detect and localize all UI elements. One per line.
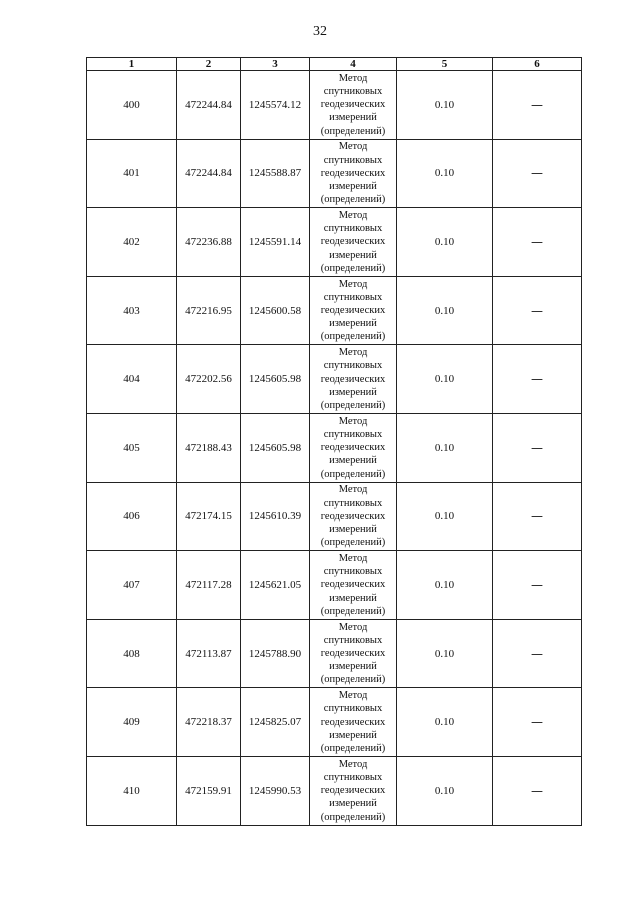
x-coordinate-cell: 472236.88 <box>177 208 241 277</box>
accuracy-cell: 0.10 <box>397 208 493 277</box>
accuracy-cell: 0.10 <box>397 551 493 620</box>
note-cell: — <box>493 482 582 551</box>
table-row <box>87 413 582 482</box>
method-line: спутниковых <box>323 154 383 166</box>
point-number-cell: 408 <box>87 619 177 688</box>
point-number-cell: 403 <box>87 276 177 345</box>
table-row <box>87 482 582 551</box>
accuracy-cell: 0.10 <box>397 71 493 140</box>
method-line: геодезических <box>320 373 386 385</box>
table-body <box>87 71 582 826</box>
method-line: геодезических <box>320 716 386 728</box>
note-cell: — <box>493 551 582 620</box>
method-line: спутниковых <box>323 428 383 440</box>
y-coordinate-cell: 1245825.07 <box>241 688 310 757</box>
method-line: геодезических <box>320 236 386 248</box>
point-number-cell: 407 <box>87 551 177 620</box>
note-cell: — <box>493 276 582 345</box>
method-line: Метод <box>338 209 368 221</box>
method-line: измерений <box>329 592 377 604</box>
method-line: спутниковых <box>323 223 383 235</box>
accuracy-cell: 0.10 <box>397 482 493 551</box>
method-line: спутниковых <box>323 291 383 303</box>
column-header-5: 5 <box>397 58 493 71</box>
accuracy-cell: 0.10 <box>397 688 493 757</box>
y-coordinate-cell: 1245990.53 <box>241 756 310 825</box>
table-row <box>87 756 582 825</box>
x-coordinate-cell: 472216.95 <box>177 276 241 345</box>
note-cell: — <box>493 413 582 482</box>
method-line: измерений <box>329 249 377 261</box>
y-coordinate-cell: 1245605.98 <box>241 345 310 414</box>
table-row <box>87 276 582 345</box>
method-line: Метод <box>338 552 368 564</box>
point-number-cell: 400 <box>87 71 177 140</box>
method-line: геодезических <box>320 99 386 111</box>
point-number-cell: 410 <box>87 756 177 825</box>
method-cell <box>310 688 397 757</box>
method-line: спутниковых <box>323 771 383 783</box>
y-coordinate-cell: 1245600.58 <box>241 276 310 345</box>
table-row <box>87 551 582 620</box>
column-header-4: 4 <box>310 58 397 71</box>
method-cell <box>310 139 397 208</box>
table-row <box>87 688 582 757</box>
y-coordinate-cell: 1245574.12 <box>241 71 310 140</box>
x-coordinate-cell: 472174.15 <box>177 482 241 551</box>
point-number-cell: 405 <box>87 413 177 482</box>
method-cell <box>310 71 397 140</box>
x-coordinate-cell: 472117.28 <box>177 551 241 620</box>
table-row <box>87 139 582 208</box>
method-line: (определений) <box>320 742 386 754</box>
column-header-3: 3 <box>241 58 310 71</box>
method-line: (определений) <box>320 674 386 686</box>
x-coordinate-cell: 472244.84 <box>177 139 241 208</box>
y-coordinate-cell: 1245605.98 <box>241 413 310 482</box>
accuracy-cell: 0.10 <box>397 345 493 414</box>
method-line: измерений <box>329 729 377 741</box>
method-line: Метод <box>338 758 368 770</box>
method-line: геодезических <box>320 785 386 797</box>
method-line: (определений) <box>320 605 386 617</box>
method-line: измерений <box>329 386 377 398</box>
method-line: (определений) <box>320 537 386 549</box>
method-line: (определений) <box>320 125 386 137</box>
accuracy-cell: 0.10 <box>397 413 493 482</box>
method-line: измерений <box>329 180 377 192</box>
method-line: спутниковых <box>323 497 383 509</box>
note-cell: — <box>493 756 582 825</box>
method-cell <box>310 619 397 688</box>
x-coordinate-cell: 472159.91 <box>177 756 241 825</box>
note-cell: — <box>493 345 582 414</box>
x-coordinate-cell: 472113.87 <box>177 619 241 688</box>
y-coordinate-cell: 1245588.87 <box>241 139 310 208</box>
method-line: спутниковых <box>323 634 383 646</box>
note-cell: — <box>493 139 582 208</box>
method-cell <box>310 345 397 414</box>
accuracy-cell: 0.10 <box>397 139 493 208</box>
method-line: Метод <box>338 141 368 153</box>
x-coordinate-cell: 472218.37 <box>177 688 241 757</box>
method-line: Метод <box>338 690 368 702</box>
accuracy-cell: 0.10 <box>397 619 493 688</box>
point-number-cell: 402 <box>87 208 177 277</box>
method-cell <box>310 413 397 482</box>
method-line: измерений <box>329 661 377 673</box>
method-line: геодезических <box>320 167 386 179</box>
method-cell <box>310 551 397 620</box>
method-line: (определений) <box>320 262 386 274</box>
x-coordinate-cell: 472202.56 <box>177 345 241 414</box>
accuracy-cell: 0.10 <box>397 756 493 825</box>
point-number-cell: 409 <box>87 688 177 757</box>
method-line: геодезических <box>320 579 386 591</box>
x-coordinate-cell: 472244.84 <box>177 71 241 140</box>
method-line: Метод <box>338 72 368 84</box>
method-line: Метод <box>338 415 368 427</box>
point-number-cell: 401 <box>87 139 177 208</box>
method-line: измерений <box>329 798 377 810</box>
page-number: 32 <box>313 24 327 39</box>
y-coordinate-cell: 1245621.05 <box>241 551 310 620</box>
y-coordinate-cell: 1245591.14 <box>241 208 310 277</box>
method-line: спутниковых <box>323 566 383 578</box>
method-line: (определений) <box>320 468 386 480</box>
table-row <box>87 71 582 140</box>
table-row <box>87 208 582 277</box>
point-number-cell: 406 <box>87 482 177 551</box>
method-cell <box>310 756 397 825</box>
note-cell: — <box>493 71 582 140</box>
note-cell: — <box>493 688 582 757</box>
method-cell <box>310 208 397 277</box>
table-row <box>87 345 582 414</box>
method-line: измерений <box>329 112 377 124</box>
method-cell <box>310 276 397 345</box>
point-number-cell: 404 <box>87 345 177 414</box>
method-line: Метод <box>338 347 368 359</box>
method-line: геодезических <box>320 510 386 522</box>
method-line: геодезических <box>320 442 386 454</box>
note-cell: — <box>493 619 582 688</box>
method-cell <box>310 482 397 551</box>
method-line: спутниковых <box>323 360 383 372</box>
coordinates-table <box>86 57 582 826</box>
method-line: (определений) <box>320 331 386 343</box>
method-line: геодезических <box>320 304 386 316</box>
method-line: измерений <box>329 318 377 330</box>
method-line: спутниковых <box>323 85 383 97</box>
method-line: (определений) <box>320 194 386 206</box>
column-header-1: 1 <box>87 58 177 71</box>
method-line: измерений <box>329 523 377 535</box>
method-line: Метод <box>338 621 368 633</box>
y-coordinate-cell: 1245788.90 <box>241 619 310 688</box>
table-header-row <box>87 58 582 71</box>
table-row <box>87 619 582 688</box>
method-line: (определений) <box>320 811 386 823</box>
column-header-6: 6 <box>493 58 582 71</box>
method-line: геодезических <box>320 647 386 659</box>
method-line: спутниковых <box>323 703 383 715</box>
method-line: измерений <box>329 455 377 467</box>
column-header-2: 2 <box>177 58 241 71</box>
method-line: Метод <box>338 484 368 496</box>
note-cell: — <box>493 208 582 277</box>
x-coordinate-cell: 472188.43 <box>177 413 241 482</box>
method-line: (определений) <box>320 399 386 411</box>
method-line: Метод <box>338 278 368 290</box>
y-coordinate-cell: 1245610.39 <box>241 482 310 551</box>
accuracy-cell: 0.10 <box>397 276 493 345</box>
